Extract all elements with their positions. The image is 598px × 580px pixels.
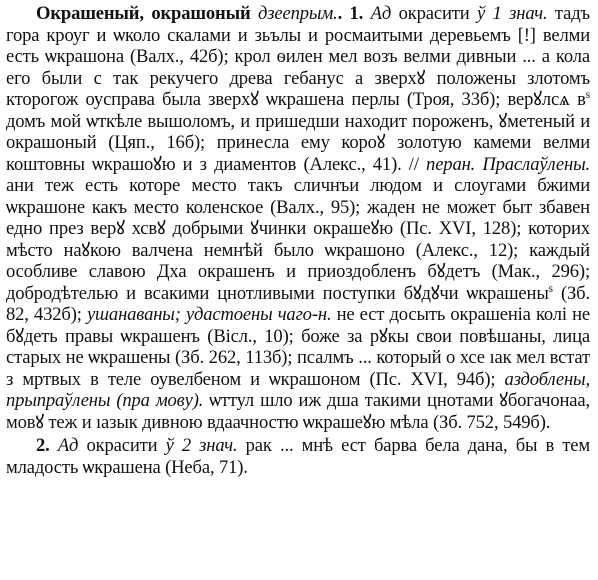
text-run: рак ... мнѣ ест барва бела дана, бы в тем младость ѡкрашена (Неба, 71). <box>6 435 591 478</box>
italic-gloss: ў 1 знач. <box>477 3 548 24</box>
italic-gloss: Ад <box>49 435 79 456</box>
italic-gloss: перан. Праслаўлены. <box>426 153 591 175</box>
text-run: тадъ гора кроуг и ѡколо скалами и зьълы и росмаитыми деревьемъ [!] велми есть ѡкрашона (Валх., 42б); крол ѳилен мел возъ велми дивныи ... а кола его были с так рекучего древа гебанус а зверхꙋ положены злотомъ кторогож оусправа была зверхꙋ ѡкрашена перлы (Троя, 33б); верꙋлсѧ в <box>6 3 591 110</box>
sense-1-body <box>6 3 590 433</box>
sense-2-body <box>6 435 590 478</box>
sense-2-number: 2. <box>36 435 50 456</box>
italic-gloss: аздоблены, прыпраўлены (пра мову). <box>6 368 590 411</box>
italic-gloss: ў 2 знач. <box>165 435 238 456</box>
text-run: (Зб. 82, 432б); <box>6 282 590 325</box>
text-run: ѡттул шло иж дша такими цнотами ꙋбогачонаа, мовꙋ теж и ıазык дивною вдаачностю ѡкрашеꙋю мѣла (Зб. 752, 549б). <box>6 390 590 433</box>
text-run: окрасити <box>391 3 477 24</box>
text-run: не ест досыть окрашеніа колі не бꙋдеть правы ѡкрашенъ (Вісл., 10); боже за рꙋкы свои повѣшаны, лица старых не ѡкрашены (Зб. 262, 113б); псалмъ ... который о хсе ıак мел встат з мртвых в теле оувелбеном и ѡкрашоном (Пс. XVI, 94б); <box>6 304 590 390</box>
sense-1-number: . 1. <box>337 3 364 24</box>
part-of-speech-label: дзеепрым. <box>258 3 338 24</box>
text-run: окрасити <box>78 435 166 456</box>
sense-1-paragraph <box>6 3 590 433</box>
sense-2-paragraph <box>6 435 590 478</box>
italic-gloss: Ад <box>370 3 392 24</box>
italic-gloss: ушанаваны; удастоены чаго-н. <box>86 304 332 325</box>
text-run: домъ мой ѡткѣле вышоломъ, и пришедши находит пороженъ, ꙋметеный и окрашоный (Цяп., 16б); принесла ему короꙋ золотую камеми велми коштовны ѡкрашоꙋю и з диаментов (Алекс., 41). // <box>6 110 590 175</box>
headword: Окрашеный, окрашоный <box>36 3 251 24</box>
superscript-letter: s <box>585 88 590 101</box>
superscript-letter: s <box>548 282 553 295</box>
text-run: ани теж есть которе место такъ сличнъи людом и слоугами бжими ѡкрашоне какъ место коленское (Валх., 95); жаден не может быт збавен едно през верꙋ хсвꙋ добрыми ꙋчинки окрашеꙋю (Пс. XVI, 128); которих мѣсто наꙋкою валчена немнѣй было ѡкрашоно (Алекс., 12); каждый особливе славою Дха окрашенъ и приоздобленъ бꙋдетъ (Мак., 296); добродѣтелью и всакими цнотливыми поступки бꙋдꙋчи ѡкрашены <box>6 175 590 304</box>
